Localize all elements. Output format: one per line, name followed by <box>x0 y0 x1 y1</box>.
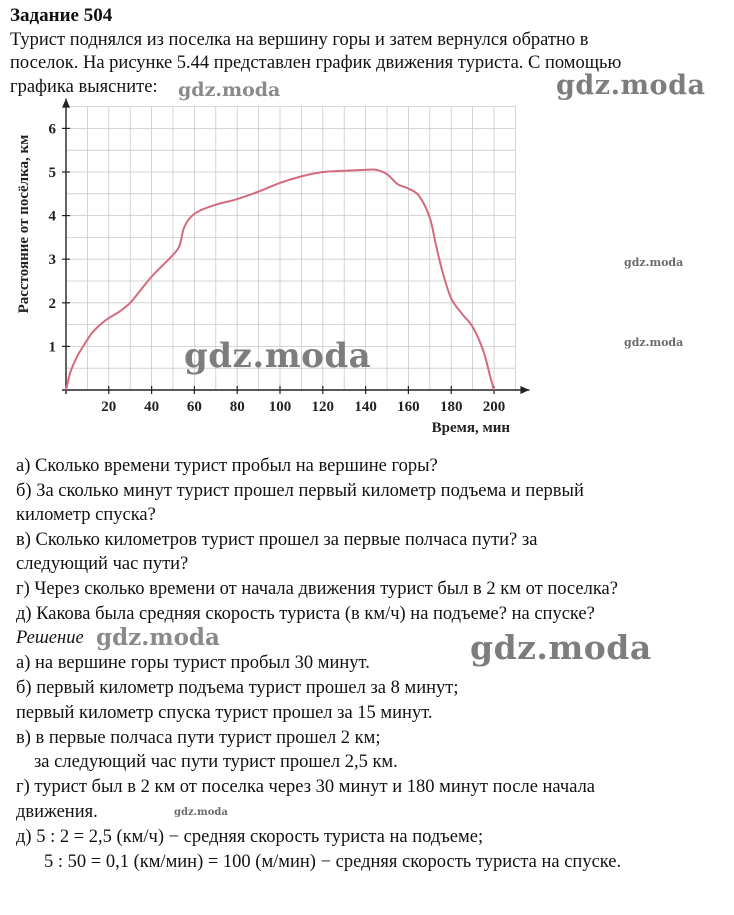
y-axis-arrow <box>62 99 70 108</box>
x-tick-label: 100 <box>268 399 292 415</box>
solution-line-c2: за следующий час пути турист прошел 2,5 км. <box>34 752 398 772</box>
task-title: Задание 504 <box>10 5 113 26</box>
watermark: gdz.moda <box>96 624 220 651</box>
solution-line-d2: движения. <box>16 802 98 822</box>
solution-line-a: а) на вершине горы турист пробыл 30 минут. <box>16 653 370 673</box>
watermark: gdz.moda <box>470 628 652 667</box>
x-tick-label: 160 <box>397 399 420 415</box>
x-tick-label: 20 <box>101 399 117 415</box>
y-tick-label: 5 <box>48 165 56 181</box>
x-tick-label: 200 <box>482 399 506 415</box>
solution-line-b2: первый километр спуска турист прошел за 15 минут. <box>16 703 433 723</box>
x-tick-label: 180 <box>439 399 463 415</box>
question-b-cont: километр спуска? <box>16 505 156 525</box>
solution-line-d: г) турист был в 2 км от поселка через 30 минут и 180 минут после начала <box>16 777 596 797</box>
question-c: в) Сколько километров турист прошел за первые полчаса пути? за <box>16 530 538 550</box>
x-axis-label: Время, мин <box>431 420 510 436</box>
watermark: gdz.moda <box>624 336 684 349</box>
watermark: gdz.moda <box>174 807 228 818</box>
problem-line-1: Турист поднялся из поселка на вершину горы и затем вернулся обратно в <box>10 30 589 50</box>
solution-line-e: д) 5 : 2 = 2,5 (км/ч) − средняя скорость туриста на подъеме; <box>16 827 484 847</box>
x-tick-label: 80 <box>229 399 245 415</box>
y-tick-label: 4 <box>48 208 56 225</box>
y-tick-label: 1 <box>48 339 56 356</box>
x-tick-label: 120 <box>311 399 335 415</box>
x-tick-label: 140 <box>354 399 377 415</box>
y-tick-label: 6 <box>48 121 56 138</box>
watermark: gdz.moda <box>178 79 281 101</box>
x-tick-label: 60 <box>186 399 202 415</box>
watermark: gdz.moda <box>624 256 684 269</box>
distance-time-chart <box>0 0 734 450</box>
watermark: gdz.moda <box>556 70 706 101</box>
question-b: б) За сколько минут турист прошел первый километр подъема и первый <box>16 481 584 501</box>
solution-heading: Решение <box>16 628 84 648</box>
solution-line-c: в) в первые полчаса пути турист прошел 2 км; <box>16 728 381 748</box>
x-tick-label: 40 <box>144 399 160 415</box>
y-axis-label: Расстояние от посёлка, км <box>16 134 32 314</box>
problem-line-2: поселок. На рисунке 5.44 представлен график движения туриста. С помощью <box>10 53 622 73</box>
question-c-cont: следующий час пути? <box>16 554 189 574</box>
problem-line-3: графика выясните: <box>10 77 158 97</box>
question-e: д) Какова была средняя скорость туриста (в км/ч) на подъеме? на спуске? <box>16 604 595 624</box>
question-d: г) Через сколько времени от начала движения турист был в 2 км от поселка? <box>16 579 618 599</box>
watermark: gdz.moda <box>184 336 372 376</box>
solution-line-e2: 5 : 50 = 0,1 (км/мин) = 100 (м/мин) − средняя скорость туриста на спуске. <box>44 852 622 872</box>
y-tick-label: 3 <box>48 252 56 269</box>
x-axis-arrow <box>520 386 529 394</box>
question-a: а) Сколько времени турист пробыл на вершине горы? <box>16 456 438 476</box>
y-tick-label: 2 <box>48 295 56 312</box>
solution-line-b: б) первый километр подъема турист прошел за 8 минут; <box>16 678 459 698</box>
